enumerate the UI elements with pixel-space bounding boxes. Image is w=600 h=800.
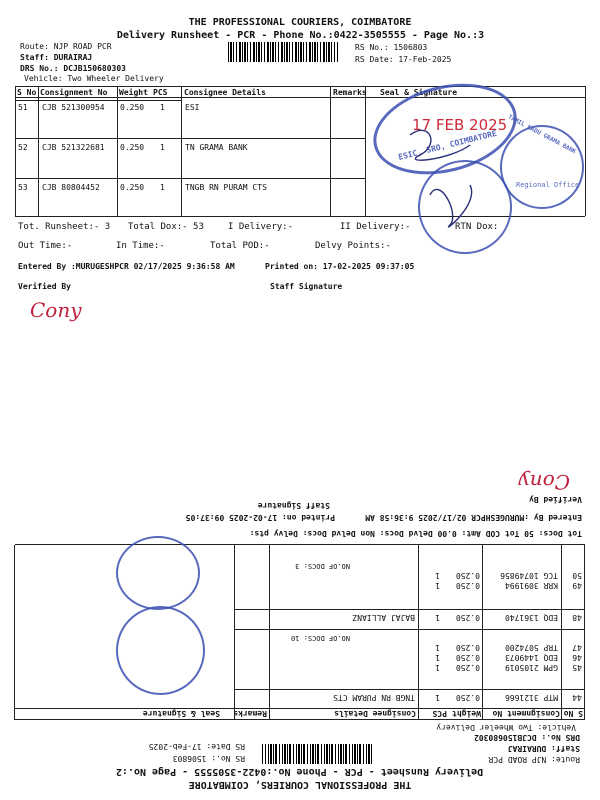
runsheet-page-2-inverted — [0, 400, 600, 800]
table-row-sno: 50 — [572, 571, 582, 580]
vehicle-label: Vehicle: Two Wheeler Delivery — [24, 74, 164, 83]
table-row-weight: 0.250 — [120, 183, 145, 192]
printed-on: Printed on: 17-02-2025 09:37:05 — [265, 262, 415, 271]
staff-label: Staff: DURAIRAJ — [507, 744, 580, 753]
bank-stamp-text: TAMIL NADU GRAMA BANK — [506, 113, 578, 156]
table-row-weight: 0.250 — [455, 613, 480, 622]
col-header-remarks: Remarks — [233, 709, 267, 718]
col-header-weight: Weight — [452, 709, 481, 718]
table-row-sno: 51 — [18, 103, 28, 112]
entered-by: Entered By :MURUGESHPCR 02/17/2025 9:36:58 AM — [365, 513, 582, 522]
rtn-dox: RTN Dox: — [455, 222, 499, 232]
in-time: In Time:- — [116, 241, 165, 251]
table-row-weight: 0.250 — [455, 653, 480, 662]
table-row-consignee: NO.OF DOCS: 10 — [290, 634, 350, 642]
table-row-pcs: 1 — [435, 653, 440, 662]
ii-delivery: II Delivery:- — [340, 222, 411, 232]
table-row-pcs: 1 — [160, 143, 165, 152]
rs-date: RS Date: 17-Feb-2025 — [355, 55, 452, 64]
printed-on: Printed on: 17-02-2025 09:37:05 — [185, 513, 335, 522]
esic-stamp-text: ESIC, SRO, COIMBATORE — [397, 128, 498, 162]
table-row-weight: 0.250 — [455, 663, 480, 672]
staff-signature: Staff Signature — [257, 501, 330, 510]
table-row-cno: EDQ 1361740 — [505, 613, 558, 622]
table-row-pcs: 1 — [160, 103, 165, 112]
table-row-cno: CJB 521322681 — [42, 143, 105, 152]
rs-date: RS Date: 17-Feb-2025 — [148, 742, 245, 751]
delvy-points: Delvy Points:- — [315, 241, 391, 251]
table-row-pcs: 1 — [435, 693, 440, 702]
bank-stamp — [116, 606, 205, 695]
table-row-pcs: 1 — [435, 571, 440, 580]
rs-number: RS No.: 1506803 — [355, 43, 428, 52]
table-row-pcs: 1 — [435, 581, 440, 590]
table-row-pcs: 1 — [435, 613, 440, 622]
table-row-sno: 44 — [572, 693, 582, 702]
rs-number: RS No.: 1506803 — [172, 754, 245, 763]
table-row-consignee: TNGB RN PURAM CTS — [185, 183, 267, 192]
table-row-cno: TRP 5074200 — [505, 643, 558, 652]
verified-by: Verified By — [529, 495, 582, 504]
col-header-consignment: Consignment No — [40, 88, 108, 97]
table-row-consignee: BAJAJ ALLIANZ — [352, 613, 415, 622]
col-header-sno: S No — [563, 709, 583, 718]
col-header-seal: Seal & Signature — [380, 88, 458, 97]
barcode — [228, 42, 338, 62]
company-name: THE PROFESSIONAL COURIERS, COIMBATORE — [188, 779, 412, 790]
table-row-weight: 0.250 — [120, 143, 145, 152]
staff-label: Staff: DURAIRAJ — [20, 53, 93, 62]
handwritten-initials: Cony — [30, 298, 82, 322]
col-header-remarks: Remarks — [333, 88, 367, 97]
table-row-weight: 0.250 — [455, 571, 480, 580]
table-row-cno: MTP 3121666 — [505, 693, 558, 702]
table-row-cno: CJB 521300954 — [42, 103, 105, 112]
table-row-cno: TCG 10749856 — [500, 571, 558, 580]
table-row-weight: 0.250 — [455, 643, 480, 652]
verified-by: Verified By — [18, 282, 71, 291]
table-row-sno: 47 — [572, 643, 582, 652]
i-delivery: I Delivery:- — [228, 222, 294, 232]
bank-stamp — [500, 113, 584, 209]
table-row-weight: 0.250 — [455, 581, 480, 590]
runsheet-title: Delivery Runsheet - PCR - Phone No.:0422-3505555 - Page No.:2 — [115, 766, 484, 777]
route-label: Route: NJP ROAD PCR — [20, 42, 112, 51]
table-row-consignee: TN GRAMA BANK — [185, 143, 248, 152]
table-row-cno: EDQ 1449073 — [505, 653, 558, 662]
tot-runsheet: Tot. Runsheet:- 3 — [18, 222, 111, 232]
out-time: Out Time:- — [18, 241, 73, 251]
bank-stamp-sub: Regional Office — [516, 181, 580, 189]
entered-by: Entered By :MURUGESHPCR 02/17/2025 9:36:58 AM — [18, 262, 235, 271]
totals-line: Tot Docs: 50 Tot COD Amt: 0.00 Delvd Docs: Non Delvd Docs: Delvy pts: — [249, 529, 582, 538]
table-row-sno: 52 — [18, 143, 28, 152]
table-row-sno: 45 — [572, 663, 582, 672]
table-row-pcs: 1 — [435, 663, 440, 672]
table-row-sno: 46 — [572, 653, 582, 662]
table-row-pcs: 1 — [160, 183, 165, 192]
col-header-pcs: PCS — [432, 709, 447, 718]
route-label: Route: NJP ROAD PCR — [488, 755, 580, 764]
table-row-sno: 48 — [572, 613, 582, 622]
table-row-weight: 0.250 — [120, 103, 145, 112]
col-header-consignee: Consignee Details — [334, 709, 416, 718]
staff-signature: Staff Signature — [270, 282, 343, 291]
col-header-consignment: Consignment No — [492, 709, 560, 718]
total-dox: Total Dox:- 53 — [128, 222, 204, 232]
vehicle-label: Vehicle: Two Wheeler Delivery — [436, 723, 576, 732]
table-row-cno: CJB 80804452 — [42, 183, 100, 192]
barcode — [262, 744, 372, 764]
total-pod: Total POD:- — [210, 241, 270, 251]
table-row-consignee: NO.OF DOCS: 3 — [295, 562, 350, 570]
table-row-pcs: 1 — [435, 643, 440, 652]
col-header-pcs: PCS — [153, 88, 168, 97]
company-name: THE PROFESSIONAL COURIERS, COIMBATORE — [188, 17, 412, 28]
bank-stamp-2 — [116, 536, 200, 610]
runsheet-title: Delivery Runsheet - PCR - Phone No.:0422-3505555 - Page No.:3 — [116, 30, 485, 41]
table-row-cno: GPM 2105019 — [505, 663, 558, 672]
drs-label: DRS No.: DCJB150680303 — [20, 64, 126, 73]
table-row-sno: 53 — [18, 183, 28, 192]
table-row-cno: KRR 3091994 — [505, 581, 558, 590]
table-row-sno: 49 — [572, 581, 582, 590]
col-header-seal: Seal & Signature — [142, 709, 220, 718]
table-row-consignee: ESI — [185, 103, 200, 112]
handwritten-initials: Cony — [518, 470, 570, 494]
col-header-weight: Weight — [119, 88, 148, 97]
table-row-consignee: TNGB RN PURAM CTS — [333, 693, 415, 702]
col-header-consignee: Consignee Details — [184, 88, 266, 97]
drs-label: DRS No.: DCJB150680302 — [474, 733, 580, 742]
table-row-weight: 0.250 — [455, 693, 480, 702]
col-header-sno: S No — [17, 88, 37, 97]
date-stamp: 17 FEB 2025 — [412, 116, 508, 134]
